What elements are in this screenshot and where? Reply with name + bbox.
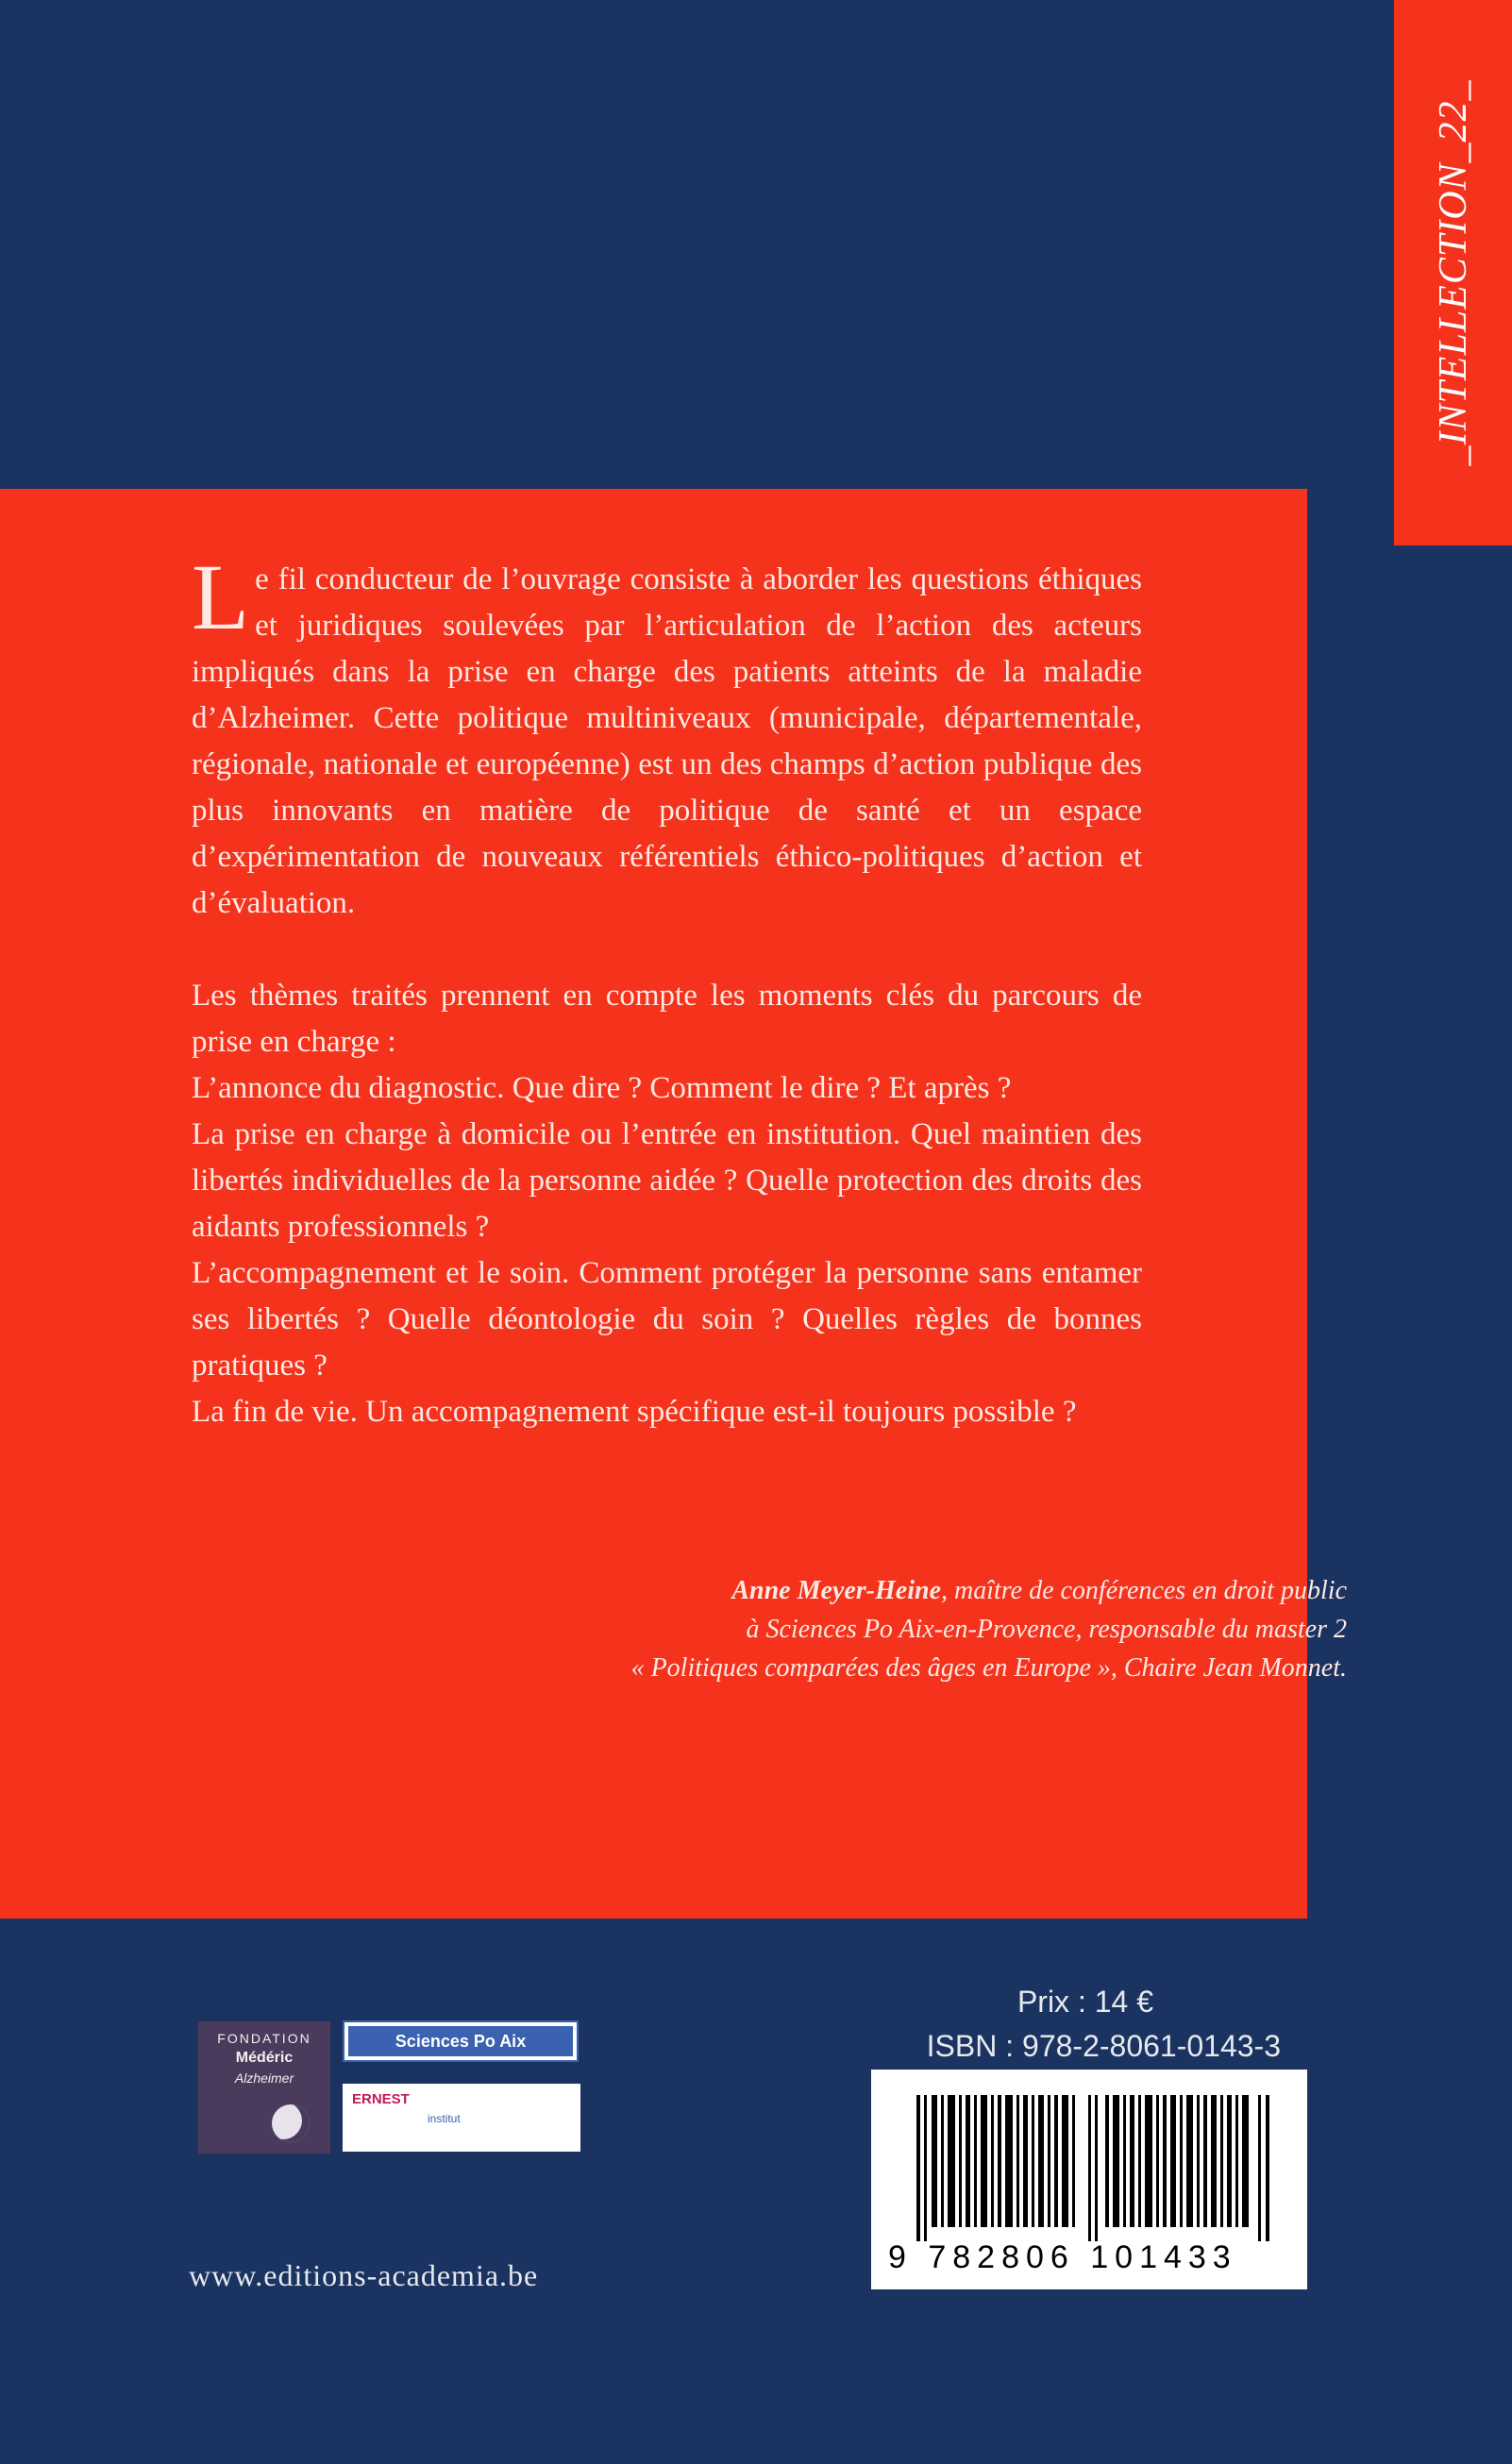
price-label: Prix : 14 €: [1016, 1985, 1153, 2019]
blurb-paragraph-2: Les thèmes traités prennent en compte les moments clés du parcours de prise en charge :: [192, 979, 1142, 1059]
author-attribution: Anne Meyer-Heine, maître de conférences en droit public à Sciences Po Aix-en-Provence, responsable du master 2 « Politiques comparées des âges en Europe », Chaire Jean Monnet.: [630, 1576, 1347, 1683]
series-label: _INTELLECTION_22_: [1431, 79, 1475, 466]
series-tab: [1394, 0, 1512, 545]
blurb-paragraph-5: L’accompagnement et le soin. Comment protéger la personne sans entamer ses libertés ? Quelle déontologie du soin ? Quelles règles de bonnes pratiques ?: [192, 1256, 1142, 1383]
blurb-paragraph-3: L’annonce du diagnostic. Que dire ? Comment le dire ? Et après ?: [192, 1071, 1012, 1105]
moon-icon: [272, 2104, 310, 2142]
fondation-logo: FONDATION Médéric Alzheimer: [198, 2021, 330, 2154]
author-name: Anne Meyer-Heine: [731, 1576, 941, 1605]
sciencespo-logo: Sciences Po Aix: [343, 2020, 579, 2062]
publisher-website: www.editions-academia.be: [189, 2258, 539, 2292]
blurb-paragraph-1: Le fil conducteur de l’ouvrage consiste à aborder les questions éthiques et juridiques soulevées par l’articulation de l’action des acteurs impliqués dans la prise en charge des patients atteints de la maladie d’Alzheimer. Cette politique multiniveaux (municipale, départementale, régionale, nationale et européenne) est un des champs d’action publique des plus innovants en matière de politique de santé et un espace d’expérimentation de nouveaux référentiels éthico-politiques d’action et d’évaluation.: [192, 545, 1142, 920]
barcode-bars: [916, 2095, 1275, 2241]
blurb-paragraph-4: La prise en charge à domicile ou l’entrée en institution. Quel maintien des libertés individuelles de la personne aidée ? Quelle protection des droits des aidants professionnels ?: [192, 1117, 1142, 1244]
isbn-label: ISBN : 978-2-8061-0143-3: [926, 2029, 1281, 2063]
barcode: [871, 2070, 1307, 2289]
dropcap: L: [192, 545, 250, 649]
blurb-text: [192, 545, 1142, 1435]
blurb-paragraph-6: La fin de vie. Un accompagnement spécifique est-il toujours possible ?: [192, 1395, 1077, 1429]
barcode-digits: 9 782806 101433: [888, 2239, 1237, 2275]
ernest-logo: ERNEST institut: [343, 2084, 580, 2152]
